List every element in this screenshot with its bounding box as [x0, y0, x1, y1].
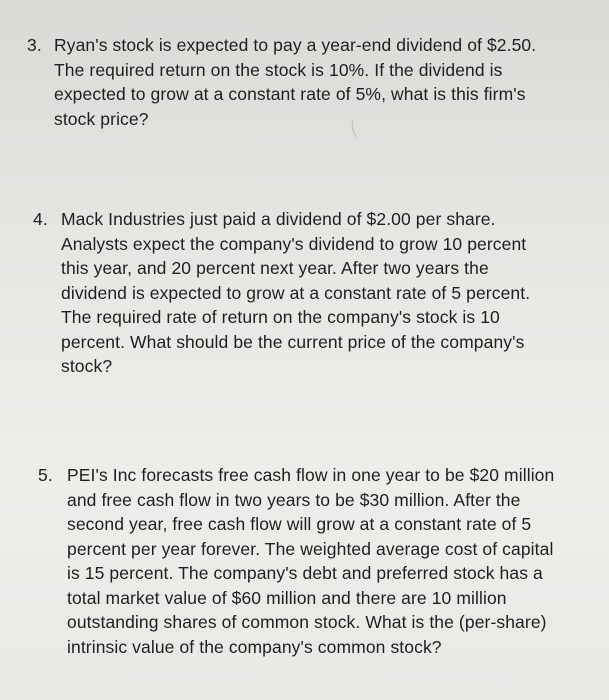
question-line: dividend is expected to grow at a constant rate of 5 percent.	[61, 282, 531, 303]
question-line: The required return on the stock is 10%. If the dividend is	[54, 59, 503, 80]
question-line: total market value of $60 million and there are 10 million	[67, 587, 507, 608]
question-line: PEI's Inc forecasts free cash flow in one year to be $20 million	[67, 465, 555, 485]
question-line: Mack Industries just paid a dividend of $2.00 per share.	[61, 209, 496, 229]
question-number: 3.	[27, 35, 42, 55]
question-line: stock price?	[54, 108, 149, 129]
question-line: The required rate of return on the company's stock is 10	[61, 307, 500, 327]
question-text	[54, 33, 536, 131]
question-number: 4.	[33, 209, 48, 229]
question-line: is 15 percent. The company's debt and preferred stock has a	[67, 563, 543, 583]
question-number: 5.	[38, 465, 53, 485]
question-line: expected to grow at a constant rate of 5%, what is this firm's	[54, 84, 526, 104]
question-line: second year, free cash flow will grow at a constant rate of 5	[67, 514, 532, 534]
question-line: percent per year forever. The weighted average cost of capital	[67, 538, 554, 559]
question-text	[61, 207, 530, 379]
question-line: Analysts expect the company's dividend to grow 10 percent	[61, 233, 527, 254]
question-line: stock?	[61, 356, 113, 376]
question-line: outstanding shares of common stock. What is the (per-share)	[67, 612, 547, 632]
question-line: percent. What should be the current price of the company's	[61, 331, 525, 352]
question-text	[67, 463, 554, 659]
question-line: this year, and 20 percent next year. After two years the	[61, 258, 489, 278]
question-line: intrinsic value of the company's common stock?	[67, 636, 442, 657]
question-line: and free cash flow in two years to be $30 million. After the	[67, 489, 521, 510]
question-line: Ryan's stock is expected to pay a year-end dividend of $2.50.	[54, 35, 537, 55]
